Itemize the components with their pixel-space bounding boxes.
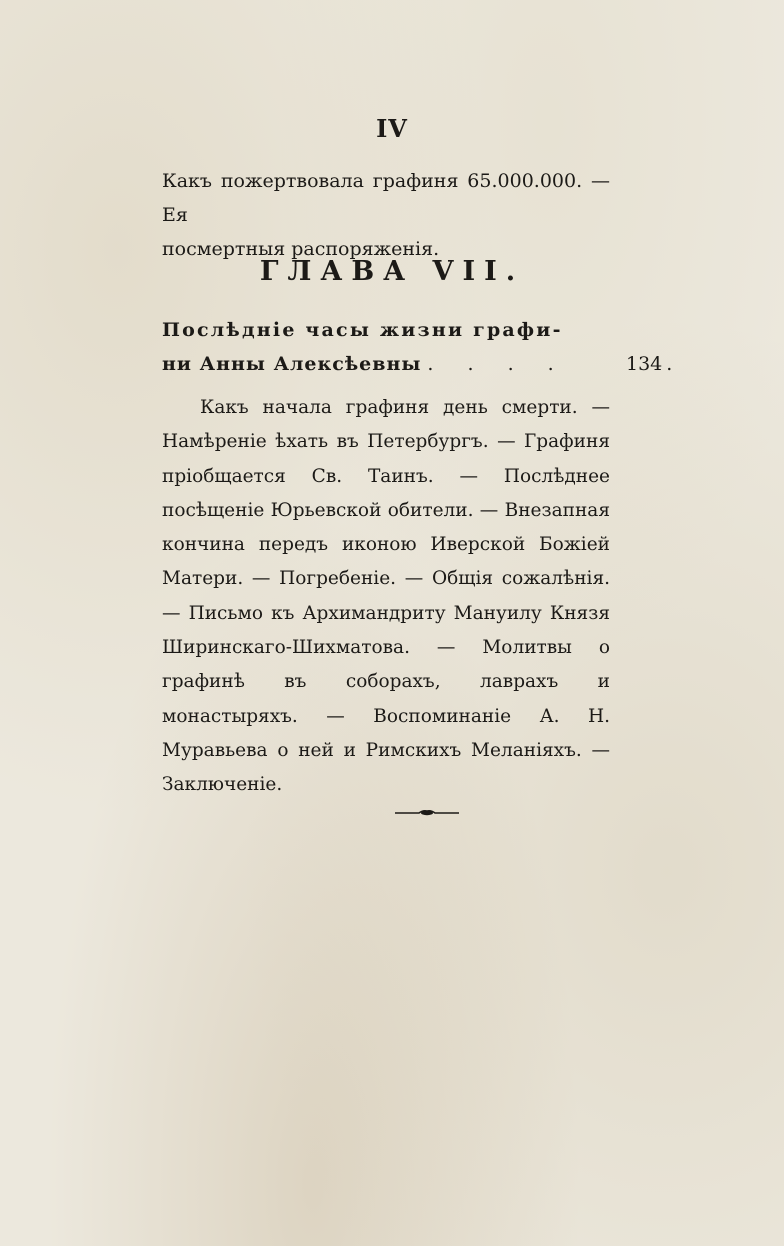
chapter-title-text: ни Анны Алексѣевны (162, 353, 422, 375)
chapter-title (162, 313, 610, 381)
leader-dots: . . . . (427, 353, 568, 375)
chapter-heading: ГЛАВА VII. (259, 256, 525, 287)
chapter-title-line-2 (162, 347, 610, 381)
chapter-summary: Какъ начала графиня день смерти. — Намѣреніе ѣхать въ Петербургъ. — Графиня пріобщается Св. Таинъ. — Послѣднее посѣщеніе Юрьевской обители. — Внезапная кончина передъ иконою Иверской Божіей Матери. — Погребеніе. — Общія сожалѣнія. — Письмо къ Архимандриту Мануилу Князя Ширинскаго-Шихматова. — Молитвы о графинѣ въ соборахъ, лаврахъ и монастыряхъ. — Воспоминаніе А. Н. Муравьева о ней и Римскихъ Меланіяхъ. — Заключеніе. (162, 397, 610, 796)
ornament-divider-icon (395, 808, 459, 818)
page-number: IV (376, 114, 408, 143)
previous-chapter-summary (162, 164, 610, 266)
page-reference-number: 134 (626, 353, 663, 375)
trailing-period: . (666, 353, 673, 375)
summary-text-end: посмертныя распоряженія. (162, 238, 440, 260)
summary-text: Какъ пожертвовала графиня 65.000.000. — Ея (162, 170, 610, 226)
chapter-title-line-1: Послѣдніе часы жизни графи- (162, 319, 563, 341)
toc-page-reference (626, 347, 672, 381)
